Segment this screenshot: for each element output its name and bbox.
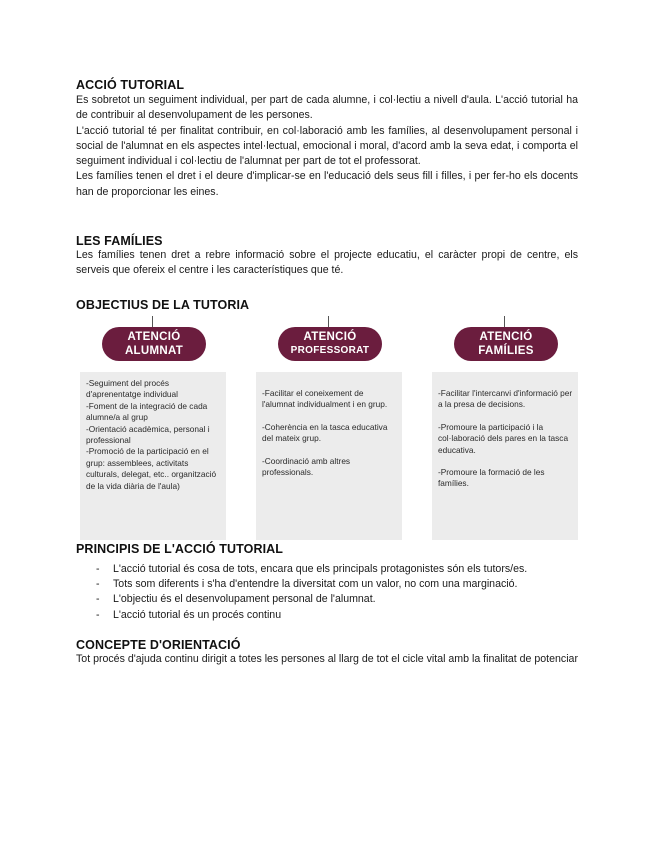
objective-pill: ATENCIÓ ALUMNAT (102, 327, 206, 361)
paragraph: Les famílies tenen dret a rebre informació sobre el projecte educatiu, el caràcter propi de centre, els serveis que ofereix el centre i les característiques que té. (76, 249, 578, 277)
paragraph: Les famílies tenen el dret i el deure d'implicar-se en l'educació dels seus fill i filles, i per fer-ho els docents han de proporcionar les eines. (76, 170, 578, 198)
section-title: PRINCIPIS DE L'ACCIÓ TUTORIAL (76, 542, 284, 556)
objective-box (432, 372, 578, 540)
objective-item: -Promoure la formació de les famílies. (438, 467, 545, 489)
section-principis (76, 542, 578, 623)
list-item: - L'acció tutorial és cosa de tots, encara que els principals protagonistes són els tutors/es. (76, 562, 578, 577)
section-les-families (76, 234, 578, 279)
paragraph: Es sobretot un seguiment individual, per part de cada alumne, i col·lectiu a nivell d'aula. L'acció tutorial ha de contribuir al desenvolupament de les persones. (76, 94, 578, 122)
section-title: CONCEPTE D'ORIENTACIÓ (76, 638, 241, 652)
objective-pill: ATENCIÓ PROFESSORAT (278, 327, 382, 361)
objective-item: -Facilitar l'intercanvi d'informació per a la presa de decisions. (438, 388, 573, 410)
objective-item: -Facilitar el coneixement de l'alumnat individualment i en grup. (262, 388, 388, 410)
section-title: OBJECTIUS DE LA TUTORIA (76, 298, 250, 312)
objective-item: -Promoció de la participació en el grup: assemblees, activitats culturals, delegat, etc.. organització de la vida diària de l'aula) (86, 446, 217, 491)
list-item: - L'objectiu és el desenvolupament personal de l'alumnat. (76, 592, 578, 607)
section-title: LES FAMÍLIES (76, 234, 163, 248)
objective-item: -Seguiment del procés d'aprenentatge individual (86, 378, 178, 400)
objective-item: -Orientació acadèmica, personal i professional (86, 423, 210, 446)
list-item: - Tots som diferents i s'ha d'entendre la diversitat com un valor, no com una marginació. (76, 577, 578, 592)
objective-box (80, 372, 226, 540)
section-title: ACCIÓ TUTORIAL (76, 78, 185, 92)
objective-box (256, 372, 402, 540)
list-item: - L'acció tutorial és un procés continu (76, 608, 578, 623)
paragraph: L'acció tutorial té per finalitat contribuir, en col·laboració amb les famílies, al desenvolupament personal i social de l'alumnat en els aspectes intel·lectual, emocional i moral, d'acord amb la seva edat, i comporta el seguiment individual i col·lectiu de l'alumnat per part de tot el professorat. (76, 124, 578, 168)
objective-item: -Promoure la participació i la col·laboració dels pares en la tasca educativa. (438, 421, 569, 455)
objective-column-alumnat (80, 316, 226, 540)
objective-item: -Foment de la integració de cada alumne/a al grup (86, 400, 208, 423)
section-objectius (76, 298, 578, 491)
principles-list (76, 562, 578, 623)
objective-item: -Coherència en la tasca educativa del mateix grup. (262, 421, 388, 444)
objective-pill: ATENCIÓ FAMÍLIES (454, 327, 558, 361)
section-concepte-orientacio (76, 638, 578, 667)
paragraph: Tot procés d'ajuda continu dirigit a totes les persones al llarg de tot el cicle vital amb la finalitat de potenciar (76, 653, 578, 665)
section-accio-tutorial (76, 78, 578, 200)
objectives-diagram (80, 316, 578, 540)
objective-column-professorat (256, 316, 402, 540)
objective-column-families (432, 316, 578, 540)
objective-item: -Coordinació amb altres professionals. (262, 455, 351, 478)
